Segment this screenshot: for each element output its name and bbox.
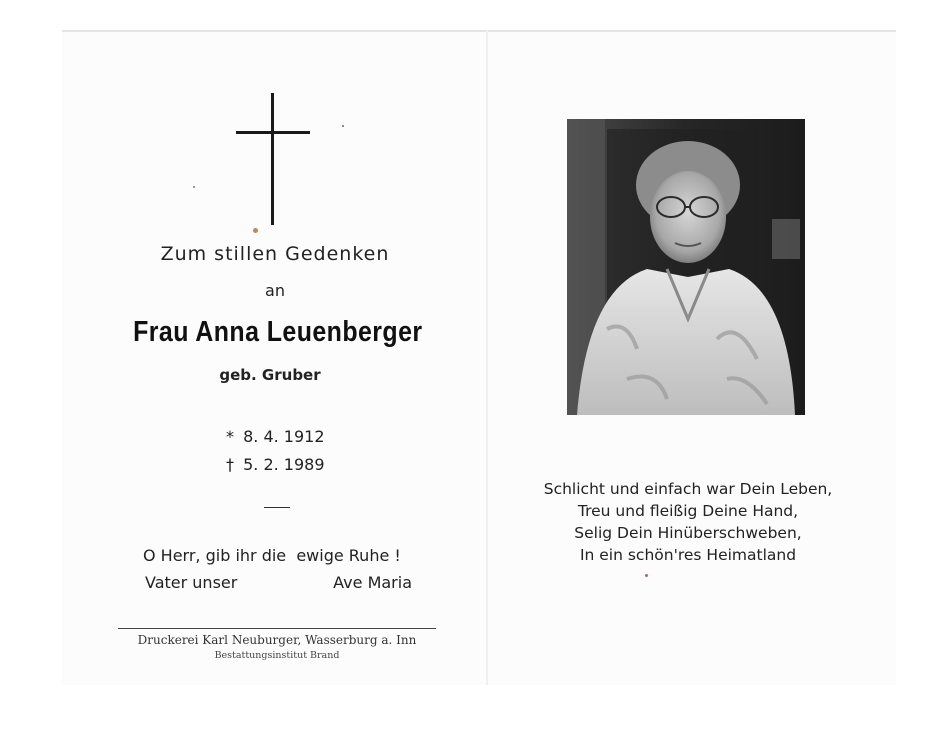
undertaker-credit: Bestattungsinstitut Brand [214, 650, 340, 661]
poem-line: Treu und fleißig Deine Hand, [577, 502, 799, 520]
paper-speck [193, 186, 195, 188]
prayer-ave-maria: Ave Maria [333, 573, 412, 592]
deceased-name: Frau Anna Leuenberger [133, 316, 423, 348]
death-cross-icon: † [226, 455, 234, 474]
birth-row [222, 423, 325, 451]
divider-dash [264, 507, 290, 508]
birth-date: 8. 4. 1912 [243, 427, 325, 446]
paper-speck [342, 125, 344, 127]
paper-speck [645, 574, 648, 577]
prayer-row [145, 573, 412, 592]
birth-star-icon: * [226, 427, 234, 446]
paper-speck [253, 228, 258, 233]
portrait-photo [567, 119, 805, 415]
death-row [222, 451, 325, 479]
memorial-an: an [265, 281, 285, 300]
footer-rule [118, 628, 436, 629]
death-date: 5. 2. 1989 [243, 455, 325, 474]
poem-line: In ein schön'res Heimatland [579, 546, 797, 564]
portrait-image [567, 119, 805, 415]
card-fold [486, 30, 488, 685]
printer-credit: Druckerei Karl Neuburger, Wasserburg a. Inn [137, 633, 417, 647]
maiden-name: geb. Gruber [219, 366, 321, 384]
poem-line: Schlicht und einfach war Dein Leben, [543, 480, 833, 498]
prayer-vater-unser: Vater unser [145, 573, 238, 592]
memorial-heading: Zum stillen Gedenken [160, 243, 390, 265]
prayer-line: O Herr, gib ihr die ewige Ruhe ! [143, 546, 401, 565]
life-dates [222, 423, 325, 479]
poem-line: Selig Dein Hinüberschweben, [574, 524, 802, 542]
cross-icon [236, 93, 310, 225]
poem [510, 478, 866, 566]
